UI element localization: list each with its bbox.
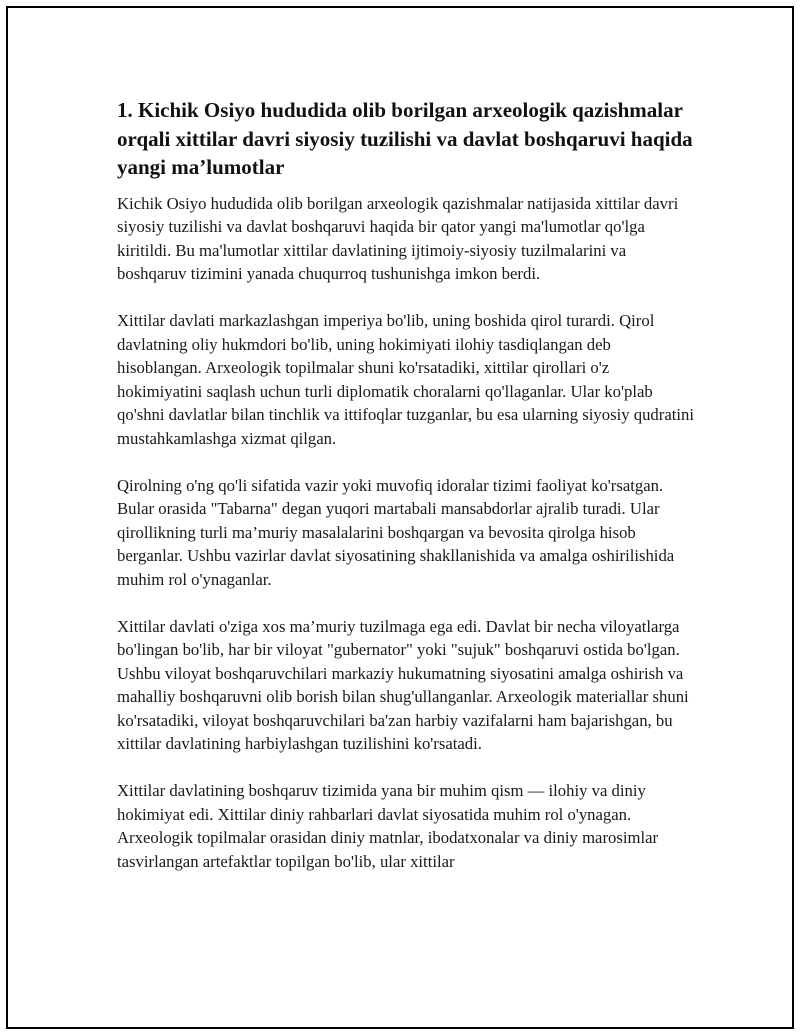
- paragraph-intro: Kichik Osiyo hududida olib borilgan arxeologik qazishmalar natijasida xittilar davri siyosiy tuzilishi va davlat boshqaruvi haqida bir qator yangi ma'lumotlar qo'lga kiritildi. Bu ma'lumotlar xittilar davlatining ijtimoiy-siyosiy tuzilmalarini va boshqaruv tizimini yanada chuqurroq tushunishga imkon berdi.: [117, 193, 679, 283]
- document-body: [117, 96, 697, 897]
- paragraph-provinces: Xittilar davlati o'ziga xos ma’muriy tuzilmaga ega edi. Davlat bir necha viloyatlarga bo'lingan bo'lib, har bir viloyat "gubernator" yoki "sujuk" boshqaruvi ostida bo'lgan. Ushbu viloyat boshqaruvchilari markaziy hukumatning siyosatini amalga oshirish va mahalliy boshqaruvni olib borish bilan shug'ullanganlar. Arxeologik materiallar shuni ko'rsatadiki, viloyat boshqaruvchilari ba'zan harbiy vazifalarni ham bajarishgan, bu xittilar davlatining harbiylashgan tuzilishini ko'rsatadi.: [117, 616, 689, 753]
- paragraph-religion: Xittilar davlatining boshqaruv tizimida yana bir muhim qism — ilohiy va diniy hokimiyat edi. Xittilar diniy rahbarlari davlat siyosatida muhim rol o'ynagan. Arxeologik topilmalar orasidan diniy matnlar, ibodatxonalar va diniy marosimlar tasvirlangan artefaktlar topilgan bo'lib, ular xittilar: [117, 781, 659, 871]
- paragraph-king: Xittilar davlati markazlashgan imperiya bo'lib, uning boshida qirol turardi. Qirol davlatning oliy hukmdori bo'lib, uning hokimiyati ilohiy tasdiqlangan deb hisoblangan. Arxeologik topilmalar shuni ko'rsatadiki, xittilar qirollari o'z hokimiyatini saqlash uchun turli diplomatik choralarni qo'llaganlar. Ular ko'plab qo'shni davlatlar bilan tinchlik va ittifoqlar tuzganlar, bu esa ularning siyosiy qudratini mustahkamlashga xizmat qilgan.: [117, 311, 694, 448]
- section-heading: 1. Kichik Osiyo hududida olib borilgan arxeologik qazishmalar orqali xittilar davri siyosiy tuzilishi va davlat boshqaruvi haqida yangi ma’lumotlar: [117, 98, 693, 179]
- paragraph-vizier: Qirolning o'ng qo'li sifatida vazir yoki muvofiq idoralar tizimi faoliyat ko'rsatgan. Bular orasida "Tabarna" degan yuqori martabali mansabdorlar ajralib turadi. Ular qirollikning turli ma’muriy masalalarini boshqargan va bevosita qirolga hisob berganlar. Ushbu vazirlar davlat siyosatining shakllanishida va amalga oshirilishida muhim rol o'ynaganlar.: [117, 475, 675, 589]
